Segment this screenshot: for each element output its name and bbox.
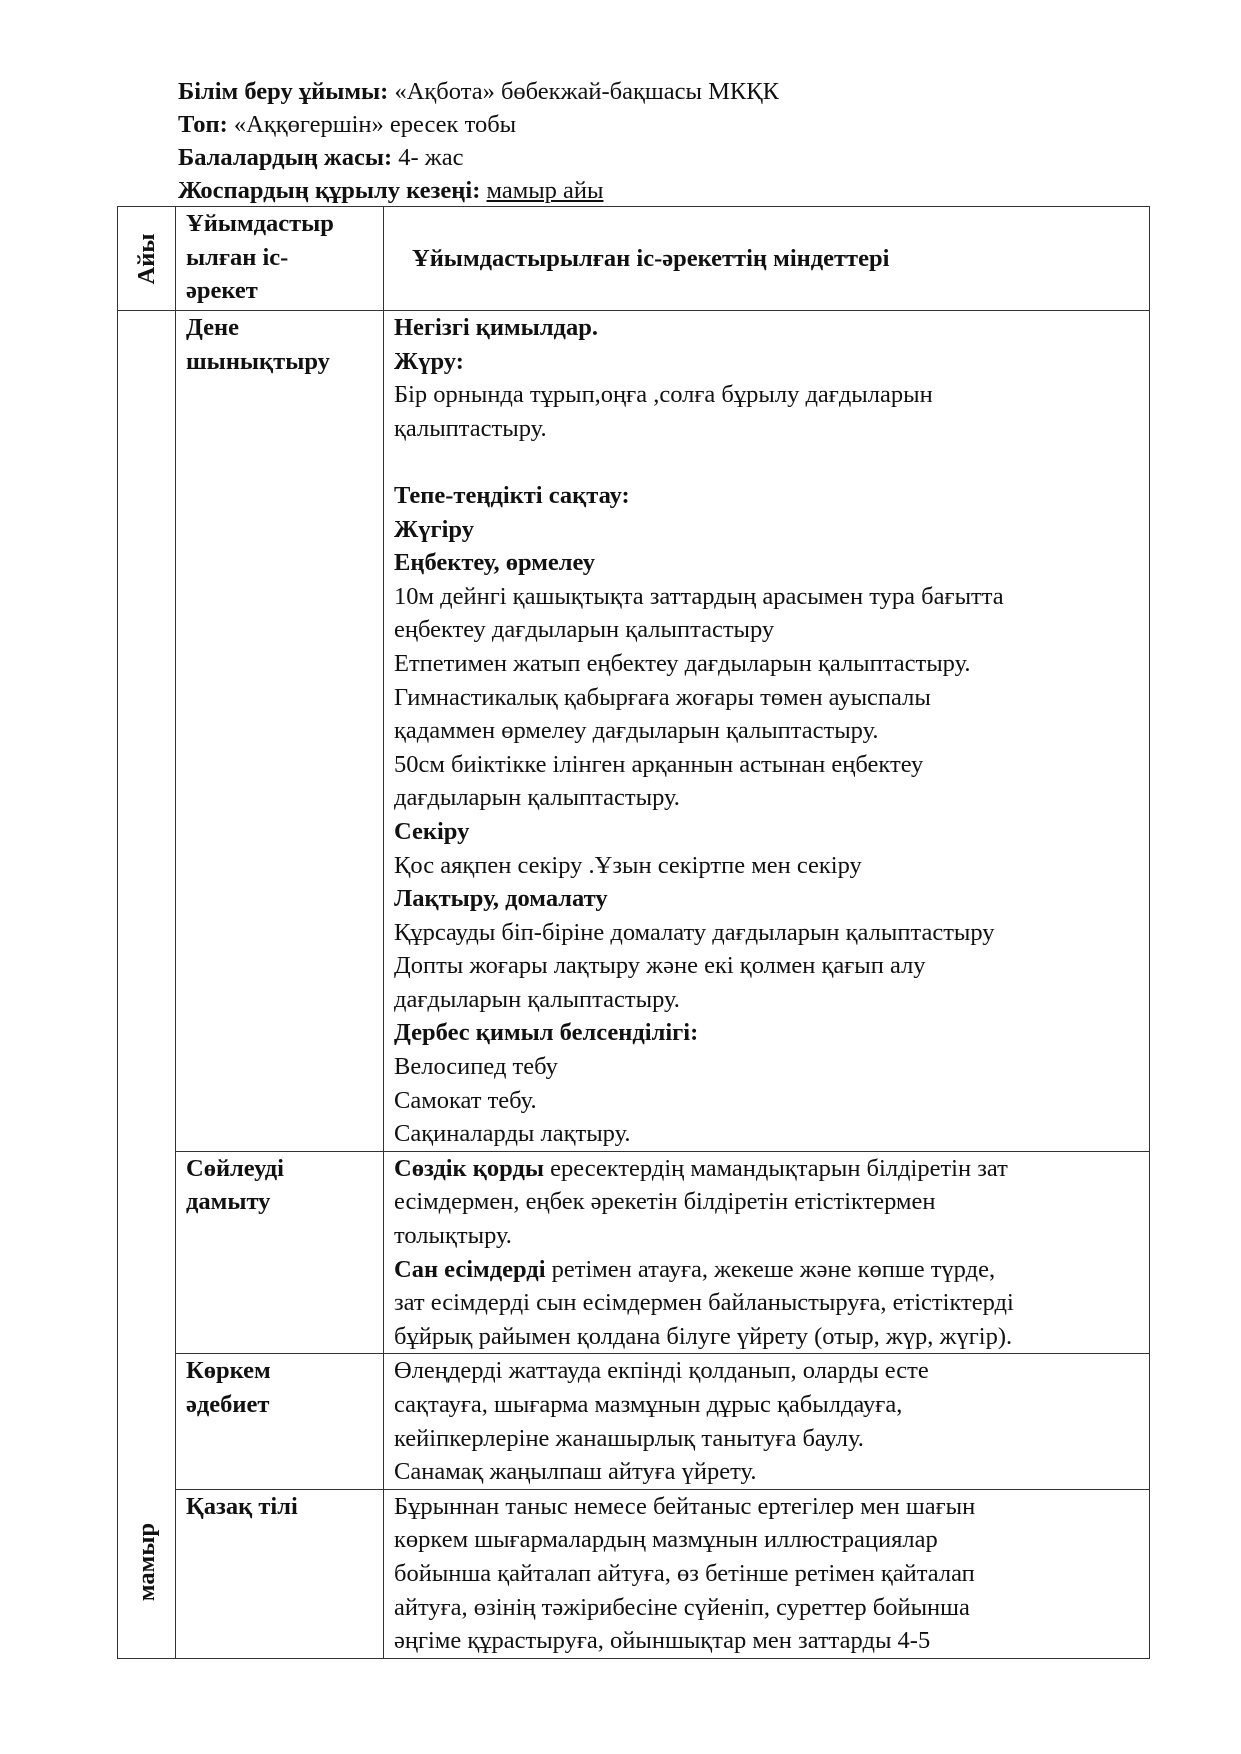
task-line: айтуға, өзінің тәжірибесіне сүйеніп, суреттер бойынша bbox=[394, 1593, 970, 1621]
activity-name-line: Сөйлеуді bbox=[186, 1154, 284, 1182]
period-line bbox=[178, 174, 779, 207]
tasks-cell bbox=[384, 1354, 1150, 1489]
tasks-column-header: Ұйымдастырылған іс-әрекеттің міндеттері bbox=[384, 207, 1150, 311]
task-line: дағдыларын қалыптастыру. bbox=[394, 784, 680, 812]
activity-header-line: Ұйымдастыр bbox=[186, 210, 334, 237]
activity-name-line: дамыту bbox=[186, 1188, 271, 1216]
task-line: толықтыру. bbox=[394, 1222, 512, 1250]
task-line: Бір орнында тұрып,оңға ,солға бұрылу дағдыларын bbox=[394, 381, 933, 409]
tasks-cell bbox=[384, 1489, 1150, 1658]
period-value: мамыр айы bbox=[486, 177, 604, 204]
table-row bbox=[118, 1489, 1150, 1658]
task-line: кейіпкерлеріне жанашырлық танытуға баулу. bbox=[394, 1424, 864, 1452]
group-line bbox=[178, 108, 779, 141]
month-cell bbox=[118, 311, 176, 1659]
task-line: қалыптастыру. bbox=[394, 414, 547, 442]
organization-value: «Ақбота» бөбекжай-бақшасы МКҚК bbox=[388, 78, 779, 105]
activity-header-line: әрекет bbox=[186, 277, 258, 305]
task-line: қадаммен өрмелеу дағдыларын қалыптастыру. bbox=[394, 717, 879, 745]
activity-name-line: Дене bbox=[186, 314, 240, 341]
document-header bbox=[178, 75, 779, 207]
activity-name-line: Көркем bbox=[186, 1357, 271, 1385]
task-line: есімдермен, еңбек әрекетін білдіретін етістіктермен bbox=[394, 1188, 936, 1216]
task-subheading: Жүгіру bbox=[394, 515, 474, 543]
task-line: Құрсауды біп-біріне домалату дағдыларын қалыптастыру bbox=[394, 918, 995, 946]
task-subheading: Негізгі қимылдар. bbox=[394, 314, 598, 341]
task-line: Допты жоғары лақтыру және екі қолмен қағып алу bbox=[394, 952, 926, 980]
task-term: Сан есімдерді bbox=[394, 1255, 546, 1283]
task-term: Сөздік қорды bbox=[394, 1154, 544, 1182]
task-line: көркем шығармалардың мазмұнын иллюстрациялар bbox=[394, 1526, 938, 1554]
task-line: сақтауға, шығарма мазмұнын дұрыс қабылдауға, bbox=[394, 1391, 903, 1418]
month-header-label: Айы bbox=[132, 233, 160, 284]
task-line: Қос аяқпен секіру .Ұзын секіртпе мен секіру bbox=[394, 851, 862, 879]
table-row bbox=[118, 1354, 1150, 1489]
task-line: дағдыларын қалыптастыру. bbox=[394, 985, 680, 1013]
task-line: 50см биіктікке ілінген арқаннын астынан еңбектеу bbox=[394, 750, 924, 778]
activity-cell bbox=[176, 1489, 384, 1658]
activity-cell bbox=[176, 1151, 384, 1354]
task-line bbox=[394, 1253, 1139, 1287]
task-line: әңгіме құрастыруға, ойыншықтар мен заттарды 4-5 bbox=[394, 1627, 931, 1655]
tasks-cell bbox=[384, 1151, 1150, 1354]
age-value: 4- жас bbox=[392, 144, 464, 171]
activity-header-line: ылған іс- bbox=[186, 243, 289, 271]
tasks-cell bbox=[384, 311, 1150, 1152]
task-line: Велосипед тебу bbox=[394, 1053, 558, 1081]
period-label: Жоспардың құрылу кезеңі: bbox=[178, 177, 481, 204]
task-line: Самокат тебу. bbox=[394, 1086, 537, 1114]
organization-line bbox=[178, 75, 779, 108]
task-subheading: Дербес қимыл белсенділігі: bbox=[394, 1019, 699, 1047]
task-text: ересектердің мамандықтарын білдіретін зат bbox=[543, 1154, 1008, 1182]
activity-name-line: шынықтыру bbox=[186, 347, 330, 375]
task-subheading: Жүру: bbox=[394, 347, 464, 375]
task-line bbox=[394, 1152, 1139, 1186]
task-subheading: Тепе-теңдікті сақтау: bbox=[394, 481, 630, 509]
task-line: Етпетимен жатып еңбектеу дағдыларын қалыптастыру. bbox=[394, 649, 971, 677]
task-line: Бұрыннан таныс немесе бейтаныс ертегілер мен шағын bbox=[394, 1492, 976, 1520]
task-line: бойынша қайталап айтуға, өз бетінше ретімен қайталап bbox=[394, 1559, 975, 1587]
task-line: Санамақ жаңылпаш айтуға үйрету. bbox=[394, 1458, 757, 1486]
task-line bbox=[394, 445, 1139, 479]
activity-name-line: әдебиет bbox=[186, 1391, 270, 1418]
activity-column-header bbox=[176, 207, 384, 311]
group-value: «Аққөгершін» ересек тобы bbox=[227, 111, 517, 138]
table-header-row bbox=[118, 207, 1150, 311]
activity-cell bbox=[176, 311, 384, 1152]
plan-table bbox=[117, 206, 1150, 1659]
task-line: Сақиналарды лақтыру. bbox=[394, 1120, 631, 1148]
task-line: 10м дейнгі қашықтықта заттардың арасымен тура бағытта bbox=[394, 582, 1004, 610]
table-row bbox=[118, 1151, 1150, 1354]
month-value: мамыр bbox=[132, 1523, 160, 1602]
task-line: Гимнастикалық қабырғаға жоғары төмен ауыспалы bbox=[394, 683, 931, 711]
group-label: Топ: bbox=[178, 111, 228, 138]
task-line: еңбектеу дағдыларын қалыптастыру bbox=[394, 616, 775, 644]
task-line: бұйрық райымен қолдана білуге үйрету (отыр, жүр, жүгір). bbox=[394, 1322, 1013, 1350]
age-line bbox=[178, 141, 779, 174]
task-subheading: Лақтыру, домалату bbox=[394, 885, 608, 913]
month-column-header bbox=[118, 207, 176, 311]
task-line: зат есімдерді сын есімдермен байланыстыруға, етістіктерді bbox=[394, 1289, 1014, 1317]
task-subheading: Секіру bbox=[394, 817, 470, 845]
organization-label: Білім беру ұйымы: bbox=[178, 78, 389, 105]
age-label: Балалардың жасы: bbox=[178, 144, 393, 171]
table-row bbox=[118, 311, 1150, 1152]
task-subheading: Еңбектеу, өрмелеу bbox=[394, 549, 596, 577]
task-line: Өлеңдерді жаттауда екпінді қолданып, оларды есте bbox=[394, 1357, 929, 1385]
task-text: ретімен атауға, жекеше және көпше түрде, bbox=[545, 1255, 996, 1283]
activity-cell bbox=[176, 1354, 384, 1489]
activity-name-line: Қазақ тілі bbox=[186, 1492, 298, 1520]
